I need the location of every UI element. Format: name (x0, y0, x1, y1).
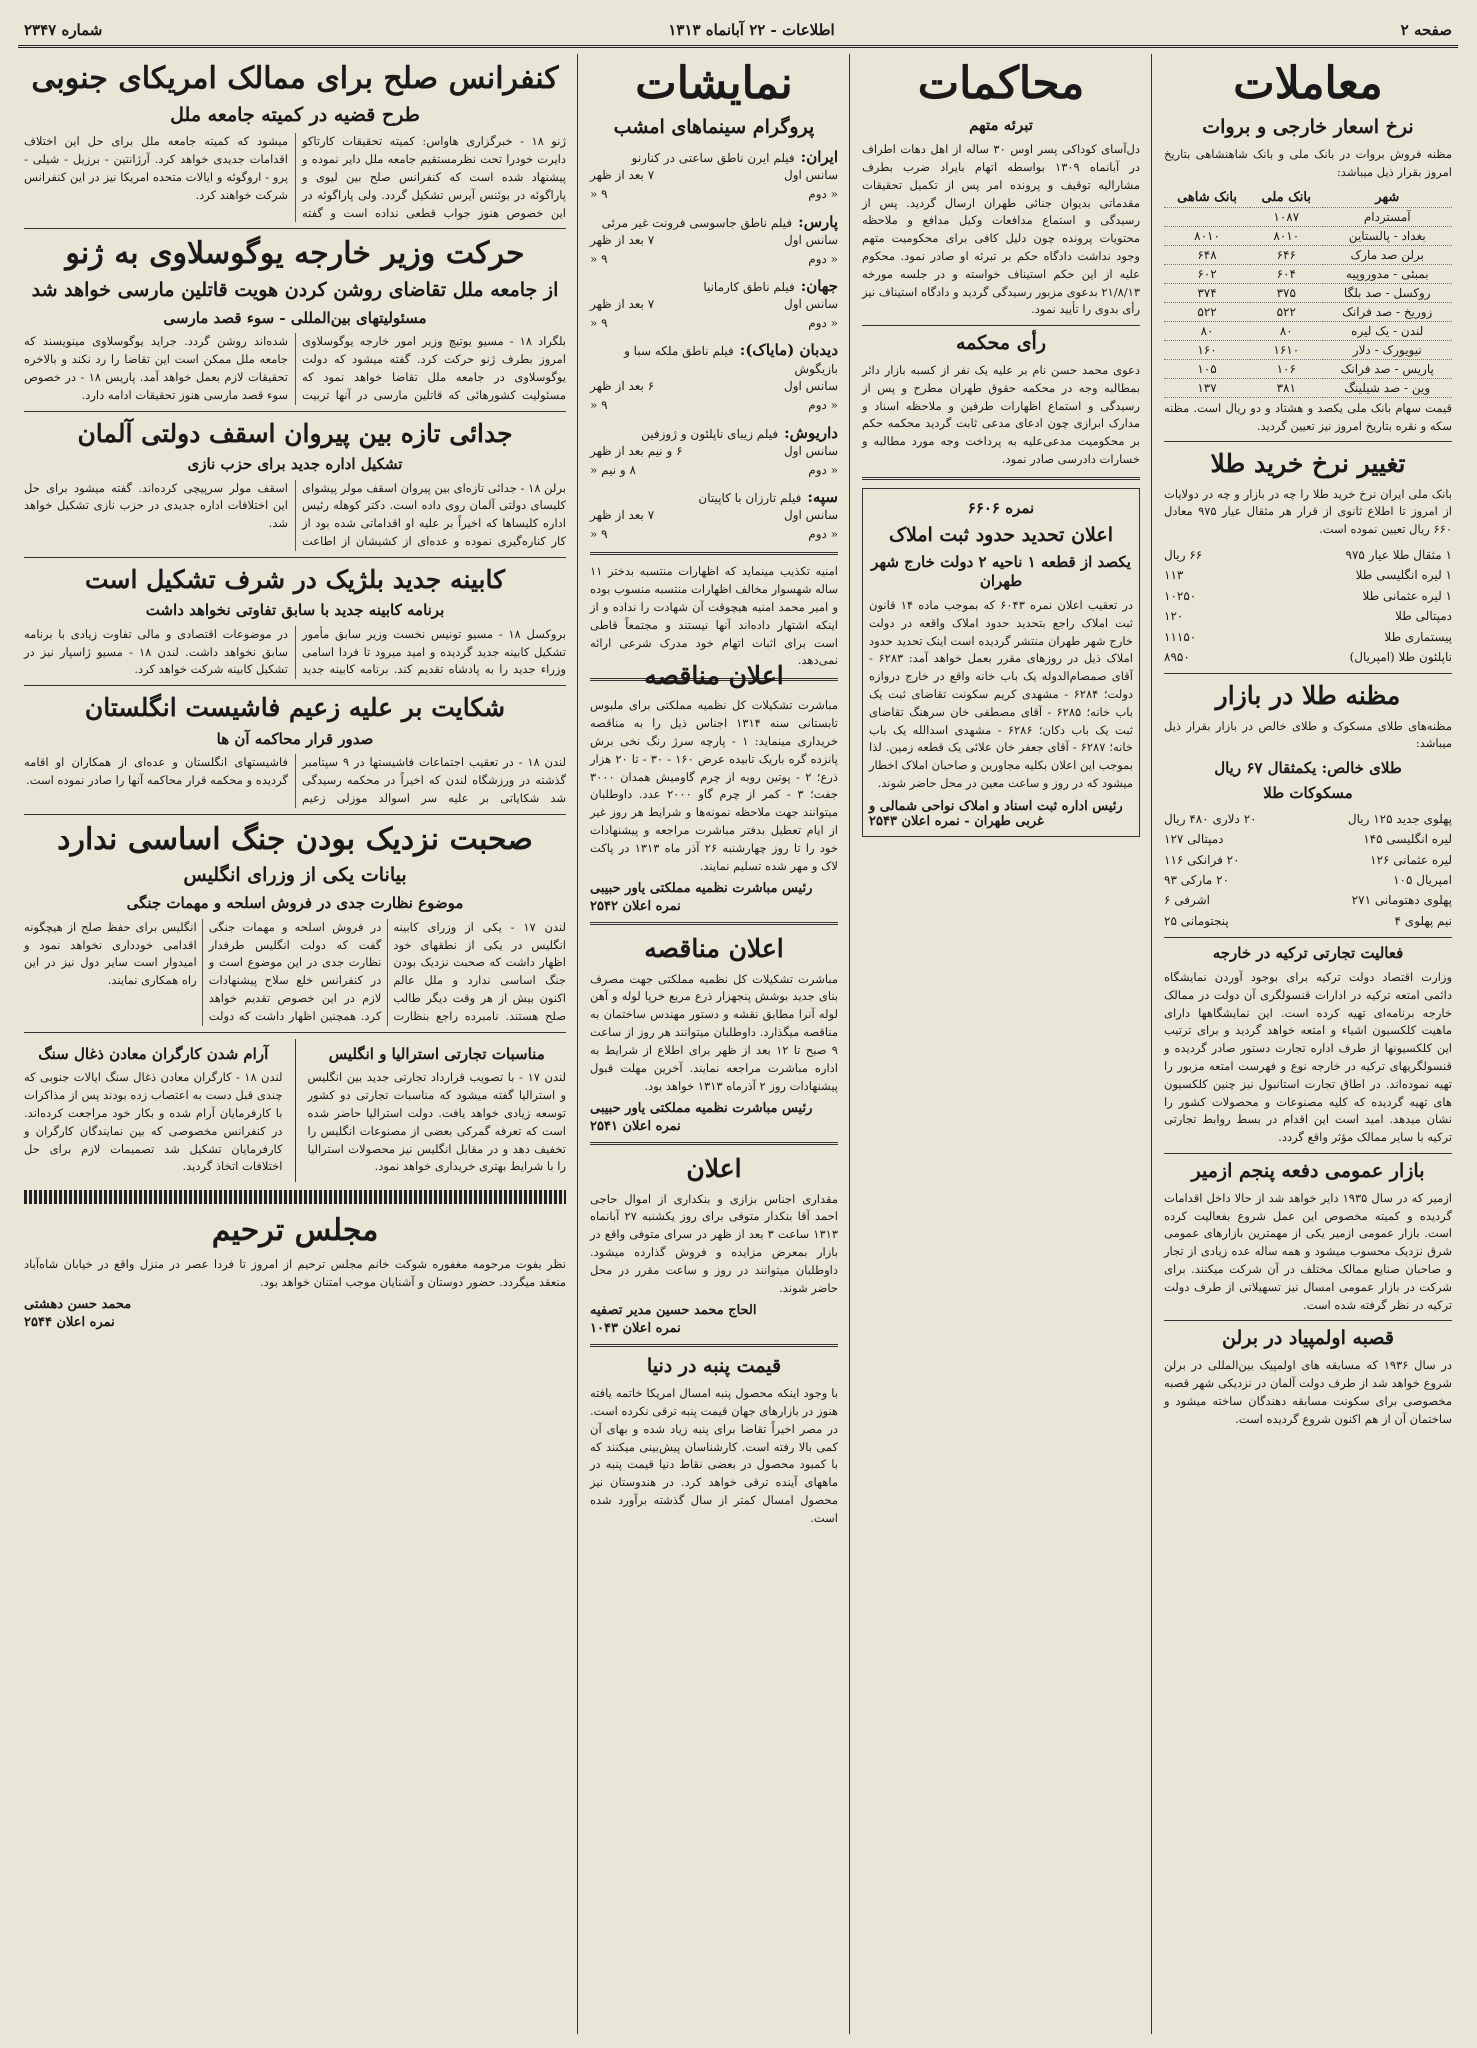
page-header (18, 14, 1458, 48)
rates-cell: لندن - یک لیره (1323, 321, 1453, 340)
rates-cell: وین - صد شیلینگ (1323, 378, 1453, 397)
ad1-body: مباشرت تشکیلات کل نظمیه مملکتی برای ملبوس تابستانی سنه ۱۳۱۴ اجناس ذیل را به مناقصه خریداری مینماید: ۱ - پارچه سرژ رنگ نخی برش پانزده گره باریک تابیده عرض ۱۶۰ - ۳۰ - تا ۲۰ هزار ذرع؛ ۲ - پوتین روبه از چرم گاومیش همدان ۳۰۰۰ جفت؛ ۳ - کمر از چرم گاو ۲۰۰۰ عدد. داوطلبان میتوانند جهت ملاحظه نمونه‌ها و شرایط هر روز غیر از ایام تعطیل بدفتر مباشرت مراجعه و پیشنهادات خود را تا روز چهارشنبه ۲۶ آذر ماه ۱۳۱۳ در پاکت لاک و مهر شده تسلیم نمایند. (590, 698, 838, 873)
showtime-row (590, 166, 838, 185)
gold-item-value: ۱ مثقال طلا عیار ۹۷۵ (1345, 548, 1452, 563)
rates-cell: ۱۰۸۷ (1250, 207, 1322, 226)
coins-title: مسکوکات طلا (1263, 784, 1353, 803)
rates-row (1164, 302, 1452, 321)
turkey-body: وزارت اقتصاد دولت ترکیه برای بوجود آوردن نمایشگاه دائمی امتعه ترکیه در ادارات قنسولگری آن دولت در ممالک خارجه برنامه‌ای تهیه کرده است. این نمایشگاهها دارای ماهیت کلکسیون اشیاء و امتعه خواهد گردید و برای ترتیب این کلکسیونها از طرف اداره تجارت دستور صادر گردیده و قنسولگریهای ترکیه در خارجه نوع و فهرست امتعه مزبور را تهیه نموده‌اند. در اطاق تجارت استانبول نیز چنین کلکسیون های تهیه گردیده که کلیه مصنوعات و محصولات کشور را نشان میدهد. امید است این اقدام در بسط روابط تجارتی ترکیه با سایر ممالک مؤثر واقع گردد. (1164, 969, 1452, 1145)
coin-item (1164, 870, 1452, 890)
rates-cell: پاریس - صد فرانک (1323, 359, 1453, 378)
rates-cell: ۱۶۱۰ (1250, 340, 1322, 359)
coin-item-value: اشرفی ۶ (1164, 893, 1211, 908)
memorial-title: مجلس ترحیم (211, 1213, 379, 1249)
h2-subtitle2: مسئولیتهای بین‌المللی - سوء قصد مارسی (163, 308, 427, 327)
program-title: پروگرام سینماهای امشب (613, 116, 815, 139)
cinema-title: جهان: (800, 276, 838, 295)
h7-title: مناسبات تجارتی استرالیا و انگلیس (328, 1044, 545, 1063)
gold-title: تغییر نرخ خرید طلا (1210, 449, 1406, 479)
cinema-name (590, 424, 838, 442)
section-title-trade: معاملات (1233, 58, 1383, 109)
coin-item (1164, 829, 1452, 849)
rates-cell: ۵۲۲ (1164, 302, 1250, 321)
h6-title: صحبت نزدیک بودن جنگ اساسی ندارد (57, 821, 533, 857)
showtime-row (590, 377, 838, 396)
rates-cell: ۸۰۱۰ (1250, 226, 1322, 245)
gold-item (1164, 606, 1452, 626)
gold-item-value: ۱۱۳ (1164, 568, 1184, 583)
rates-row (1164, 226, 1452, 245)
gold-item-value: ناپلئون طلا (امپریال) (1349, 650, 1452, 665)
rates-cell: ۶۰۴ (1250, 264, 1322, 283)
showtime-row (590, 295, 838, 314)
issue-number: شماره ۲۳۴۷ (24, 20, 103, 39)
h3-body: برلن ۱۸ - جدائی تازه‌ای بین پیروان اسقف مولر پیشوای کلیسای دولتی آلمان روی داده است. دکتر کوهله رئیس اداره کلیساها که اخیراً بر علیه او اقداماتی شده بود از کار کناره‌گیری نموده و عده‌ای از کشیشان از اطاعت اسقف مولر سرپیچی کرده‌اند. گفته میشود برای حل این اختلافات اداره جدیدی در حزب نازی تشکیل خواهد شد. (24, 480, 566, 548)
showtime-row (590, 461, 838, 480)
h8-body: لندن ۱۸ - کارگران معادن ذغال سنگ ایالات جنوبی که چندی قبل دست به اعتصاب زده بودند پس از مذاکرات با کارفرمایان آرام شده و بکار خود مراجعت کرده‌اند. در کنفرانس مخصوصی که بین نمایندگان کارگران و کارفرمایان تشکیل شد تصمیمات لازم برای حل اختلافات اتخاذ گردید. (24, 1070, 283, 1174)
cinema-title: سپه: (807, 488, 838, 507)
showtime-value: سانس اول (783, 379, 838, 394)
showtime-row (590, 314, 838, 333)
h5-body: لندن ۱۸ - در تعقیب اجتماعات فاشیستها در ۹ سپتامبر گذشته در ورزشگاه لندن که اخیراً در محکمه رسیدگی شد شکایاتی بر علیه سر اسوالد موزلی زعیم فاشیستهای انگلستان و عده‌ای از همکاران او اقامه گردیده و محکمه قرار محاکمه آنها را صادر نموده است. (24, 755, 566, 805)
showtime-row (590, 506, 838, 525)
h2-subtitle: از جامعه ملل تقاضای روشن کردن هویت قاتلین مارسی خواهد شد (31, 278, 559, 301)
rates-cell: زوریخ - صد فرانک (1323, 302, 1453, 321)
rates-cell: نیویورک - دلار (1323, 340, 1453, 359)
cinema-name (590, 277, 838, 295)
cinema-film: فیلم تارزان با کاپیتان (698, 491, 802, 506)
rates-cell: بغداد - پالستاین (1323, 226, 1453, 245)
case2-title: رأی محکمه (955, 332, 1047, 355)
rates-cell: آمستردام (1323, 207, 1453, 226)
ad1-title: اعلان مناقصه (644, 661, 784, 690)
rates-cell: روکسل - صد بلگا (1323, 283, 1453, 302)
coin-item-value: دمپتالی ۱۲۷ (1164, 832, 1224, 847)
pure-gold: طلای خالص: یکمثقال ۶۷ ریال (1214, 759, 1402, 778)
memorial-number: نمره اعلان ۲۵۴۴ (24, 1315, 115, 1331)
showtime-value: ۹ « (590, 316, 608, 331)
h6-subtitle: بیانات یکی از وزرای انگلیس (183, 864, 407, 887)
cinema-name (590, 488, 838, 506)
cotton-price-body: با وجود اینکه محصول پنبه امسال امریکا خاتمه یافته هنوز در بازارهای جهان قیمت پنبه ترقی نکرده است. در مصر اخیراً تقاضا برای پنبه زیاد شده و بهای آن کمی بالا رفته است. کارشناسان پیش‌بینی میکنند که با کمبود محصول در بعضی نقاط دنیا قیمت پنبه در ماههای آینده ترقی خواهد کرد. در هندوستان نیز محصول امسال کمتر از سال گذشته برآورد شده است. (590, 1386, 838, 1525)
rates-cell: برلن صد مارک (1323, 245, 1453, 264)
gold-price-list (1164, 545, 1452, 667)
gold-item-value: ۱۰۲۵۰ (1164, 588, 1197, 603)
rates-cell: ۸۰ (1250, 321, 1322, 340)
rates-cell: ۶۴۸ (1164, 245, 1250, 264)
h2-title: حرکت وزیر خارجه یوگوسلاوی به ژنو (65, 236, 525, 272)
showtime-value: سانس اول (783, 443, 838, 458)
showtime-value: « دوم (808, 251, 838, 266)
rates-row (1164, 359, 1452, 378)
ads-block (584, 654, 844, 2034)
gold-item (1164, 627, 1452, 647)
turkey-title: فعالیت تجارتی ترکیه در خارجه (1212, 944, 1404, 963)
showtime-value: ۷ بعد از ظهر (590, 296, 655, 311)
gold-item-value: دمپتالی طلا (1395, 609, 1452, 624)
rates-cell: ۳۷۵ (1250, 283, 1322, 302)
coin-item (1164, 890, 1452, 910)
olympic-body: در سال ۱۹۳۶ که مسابقه های اولمپیک بین‌المللی در برلن شروع خواهد شد از طرف دولت آلمان در نزدیکی شهر قصبه مخصوصی برای سکونت مسابقه دهندگان ساخته میشود و ساختمان آن از هم اکنون شروع گردیده است. (1164, 1358, 1452, 1426)
coin-item (1164, 850, 1452, 870)
page-number: صفحه ۲ (1400, 20, 1452, 39)
showtime-value: سانس اول (783, 232, 838, 247)
cotton-price-title: قیمت پنبه در دنیا (646, 1355, 782, 1378)
showtime-row (590, 185, 838, 204)
notice-body: در تعقیب اعلان نمره ۶۰۴۳ که بموجب ماده ۱۴ قانون ثبت املاک راجع بتحدید حدود املاک واقعه در دولت خارج شهر طهران منتشر گردیده است اینک تحدید حدود املاک ذیل در روزهای مقرر بعمل خواهد آمد: ۶۲۸۳ - آقای صمصام‌الدوله یک باب خانه واقع در خارج دروازه دولت؛ ۶۲۸۴ - مشهدی کریم سکونت تقاضای ثبت یک باب خانه؛ ۶۲۸۵ - آقای مصطفی خان سرهنگ تقاضای ثبت یک باب دکان؛ ۶۲۸۶ - مشهدی اسدالله یک باب خانه؛ ۶۲۸۷ - آقای جعفر خان علائی یک قطعه زمین. لذا بموجب این اعلان بکلیه مجاورین و صاحبان املاک اخطار میشود که در روز و ساعت معین در محل حاضر شوند. (869, 597, 1134, 791)
showtime-value: سانس اول (783, 296, 838, 311)
column-trade (1158, 54, 1458, 2034)
ad1-signature: رئیس مباشرت نظمیه مملکتی یاور حبیبی (590, 881, 813, 897)
h3-subtitle: تشکیل اداره جدید برای حزب نازی (187, 454, 403, 473)
showtime-row (590, 250, 838, 269)
h3-title: جدائی تازه بین پیروان اسقف دولتی آلمان (77, 418, 513, 448)
showtime-row (590, 231, 838, 250)
cinema-entry (590, 488, 838, 544)
showtime-row (590, 396, 838, 415)
ad2-body: مباشرت تشکیلات کل نظمیه مملکتی جهت مصرف بنای جدید بوشش پنجهزار ذرع مربع خرپا لوله و آهن لوله آنرا مطابق نقشه و دستور مهندس ساختمان به مناقصه میگذارد. داوطلبان میتوانند هر روز از ساعت ۹ صبح تا ۱۲ بعد از ظهر برای اطلاع از شرایط به اداره مباشرت مراجعه نمایند. آخرین مهلت قبول پیشنهادات روز ۲ آذرماه ۱۳۱۳ خواهد بود. (590, 971, 838, 1093)
gold-item-value: ۸۹۵۰ (1164, 650, 1190, 665)
cinema-title: پارس: (798, 212, 838, 231)
notice-number: نمره ۶۶۰۶ (967, 498, 1035, 517)
ad2-signature: رئیس مباشرت نظمیه مملکتی یاور حبیبی (590, 1101, 813, 1117)
cinema-entry (590, 277, 838, 333)
gold-intro: بانک ملی ایران نرخ خرید طلا را چه در بازار و چه در دولایات از امروز تا اطلاع ثانوی از قرار هر مثقال عیار ۹۷۵ معادل ۶۶۰ ریال تعیین نموده است. (1164, 486, 1453, 537)
gold-item (1164, 586, 1452, 606)
newspaper-page (18, 14, 1458, 2034)
coin-item (1164, 809, 1452, 829)
rates-cell: بمبئی - مدوروپیه (1323, 264, 1453, 283)
gold-item (1164, 647, 1452, 667)
notice-subtitle: یکصد از قطعه ۱ ناحیه ۲ دولت خارج شهر طهران (871, 553, 1131, 591)
h4-body: بروکسل ۱۸ - مسیو تونیس نخست وزیر سابق مأمور تشکیل کابینه جدید گردیده و امید میرود تا فردا اسامی وزراء جدید را به پادشاه تقدیم کند. برنامه کابینه جدید در موضوعات اقتصادی و مالی تفاوت زیادی با برنامه سابق نخواهد داشت. لندن ۱۸ - مسیو ژاسپار نیز در تشکیل کابینه شرکت خواهد کرد. (24, 626, 567, 677)
h1-subtitle: طرح قضیه در کمیته جامعه ملل (170, 103, 420, 126)
rates-row (1164, 207, 1452, 226)
showtime-value: « دوم (808, 527, 838, 542)
coin-item-value: امپریال ۱۰۵ (1393, 872, 1452, 887)
cinema-name (590, 213, 838, 231)
gold-item-value: ۶۶ ریال (1164, 548, 1203, 563)
section-title-courts: محاکمات (917, 58, 1085, 109)
cinema-name (590, 341, 838, 377)
showtime-value: « دوم (808, 462, 838, 477)
showtime-row (590, 442, 838, 461)
column-rule (1151, 54, 1152, 2034)
h5-title: شکایت بر علیه زعیم فاشیست انگلستان (84, 693, 506, 723)
rates-table (1164, 188, 1452, 398)
h7-body: لندن ۱۷ - با تصویب قرارداد تجارتی جدید بین انگلیس و استرالیا گفته میشود که مناسبات تجارتی دو کشور توسعه زیادی خواهد یافت. دولت استرالیا حاضر شده است که تعرفه گمرکی بعضی از مصنوعات انگلیس را تخفیف دهد و در مقابل انگلیس نیز محصولات استرالیا را با شرایط بهتری خریداری خواهد نمود. (307, 1070, 566, 1174)
h6-body: لندن ۱۷ - یکی از وزرای کابینه انگلیس در یکی از نطقهای خود اظهار داشت که صحبت نزدیک بودن جنگ اساسی ندارد و ملل عالم اکنون بیش از هر وقت دیگر طالب صلح هستند. نامبرده راجع بنظارت در فروش اسلحه و مهمات جنگی گفت که دولت انگلیس طرفدار نظارت جدی در این موضوع است و در کنفرانس خلع سلاح پیشنهادات لازم در این خصوص تقدیم خواهد کرد. همچنین اظهار داشت که دولت انگلیس برای حفظ صلح از هیچگونه اقدامی خودداری نخواهد نمود و امیدوار است سایر دول نیز در این راه همکاری نمایند. (24, 919, 566, 1023)
gold-item-value: پیستماری طلا (1384, 629, 1452, 644)
rates-cell: ۱۶۰ (1164, 340, 1250, 359)
gold-item (1164, 565, 1452, 585)
coin-item-value: ۲۰ فرانکی ۱۱۶ (1164, 852, 1240, 867)
ad3-body: مقداری اجناس بزازی و بنکداری از اموال حاجی احمد آقا بنکدار متوفی برای روز یکشنبه ۲۷ آبانماه ۱۳۱۳ ساعت ۳ بعد از ظهر در سرای متوفی واقع در بازار بمعرض مزایده و فروش گذارده میشود. داوطلبان میتوانند در روز و ساعت مقرر در محل حاضر شوند. (590, 1191, 839, 1295)
coin-item-value: پنجتومانی ۲۵ (1164, 913, 1229, 928)
rates-cell: ۳۸۱ (1250, 378, 1322, 397)
market-intro: مظنه‌های طلای مسکوک و طلای خالص در بازار بقرار ذیل میباشد: (1164, 718, 1452, 751)
issue-date: اطلاعات - ۲۲ آبانماه ۱۳۱۳ (668, 20, 835, 39)
notice-title: اعلان تحدید حدود ثبت املاک (889, 523, 1113, 546)
rates-cell: ۶۰۲ (1164, 264, 1250, 283)
cinema-entry (590, 424, 838, 480)
cinema-title: داریوش: (784, 423, 838, 442)
column-international (18, 54, 572, 2034)
h4-subtitle: برنامه کابینه جدید با سابق تفاوتی نخواهد داشت (145, 601, 445, 620)
ad3-title: اعلان (686, 1154, 742, 1184)
showtime-value: ۷ بعد از ظهر (590, 508, 655, 523)
column-rule (849, 54, 850, 2034)
cinema-entry (590, 341, 838, 415)
h2-body: بلگراد ۱۸ - مسیو یوتیچ وزیر امور خارجه یوگوسلاوی امروز بطرف ژنو حرکت کرد. گفته میشود که دولت یوگوسلاوی در جامعه ملل تقاضا خواهد نمود که مسئولیت کشورهائی که قاتلین مارسی در آنها تربیت شده‌اند روشن گردد. جراید یوگوسلاوی مینویسند که جامعه ملل ممکن است این تقاضا را رد نکند و بالاخره تحقیقات لازم بعمل خواهد آمد. پاریس ۱۸ - در خصوص سوء قصد مارسی هنوز تحقیقات ادامه دارد. (24, 334, 567, 402)
h5-subtitle: صدور قرار محاکمه آن ها (216, 729, 374, 748)
rates-title: نرخ اسعار خارجی و بروات (1202, 116, 1414, 139)
column-courts (856, 54, 1146, 2034)
coin-item (1164, 911, 1452, 931)
ad1-number: نمره اعلان ۲۵۴۲ (590, 899, 681, 915)
showtime-row (590, 525, 838, 544)
rates-row (1164, 245, 1452, 264)
cinema-entry (590, 148, 838, 204)
rates-cell: ۱۳۷ (1164, 378, 1250, 397)
showtime-value: ۹ « (590, 251, 608, 266)
rates-cell: ۸۰ (1164, 321, 1250, 340)
coin-item-value: لیره انگلیسی ۱۴۵ (1363, 832, 1452, 847)
showtime-value: سانس اول (783, 508, 838, 523)
case1-title: تبرئه متهم (969, 116, 1033, 135)
cinema-film: فیلم ناطق ملکه سبا و بازیگوش (624, 344, 838, 377)
denial-body: امنیه تکذیب مینماید که اظهارات منتسبه بدختر ۱۱ ساله شهسوار مخالف اظهارات منتسبه منسوب بوده و امیر محمد امنیه هیچوقت آن شهادت را نداده و از اینکه اشتهار داده‌اند آنها نیستند و مجتمعاً قاطی است برای اثبات اتهام خود مدرک شرعی ارائه نمی‌دهد. (590, 564, 838, 668)
cinema-film: فیلم زیبای ناپلئون و ژوزفین (641, 426, 779, 441)
rates-note: قیمت سهام بانک ملی یکصد و هشتاد و دو ریال است. مظنه سکه و نقره بتاریخ امروز نیز تعیین گردید. (1164, 400, 1452, 433)
case2-body: دعوی محمد حسن نام بر علیه یک نفر از کسبه بازار دائر بمطالبه وجه در محکمه حقوق طهران مطرح و پس از رسیدگی و استماع اظهارات طرفین و ملاحظه اسناد و مدارک ابرازی چون ادعای مدعی ثابت گردید محکمه حکم بر محکومیت مدعی‌علیه به پرداخت وجه مورد مطالبه و خسارات دادرسی صادر نمود. (862, 363, 1140, 467)
gold-item (1164, 545, 1452, 565)
registry-notice (862, 488, 1140, 837)
gold-item-value: ۱۱۱۵۰ (1164, 629, 1197, 644)
column-rule (577, 54, 578, 2034)
gold-item-value: ۱ لیره عثمانی طلا (1362, 588, 1452, 603)
rates-row (1164, 378, 1452, 397)
rates-cell: ۸۰۱۰ (1164, 226, 1250, 245)
cinema-name (590, 148, 838, 166)
showtime-value: ۹ « (590, 527, 608, 542)
h1-title: کنفرانس صلح برای ممالک امریکای جنوبی (31, 61, 559, 96)
rates-header-melli: بانک ملی (1250, 188, 1322, 208)
showtime-value: ۹ « (590, 187, 608, 202)
h1-body: ژنو ۱۸ - خبرگزاری هاواس: کمیته تحقیقات کارتاکو دایرت خودرا تحت نظرمستقیم جامعه ملل دایر نموده و پیشنهاد شده است که کنفرانس صلح بین لیوی و پاراگوئه در بوئنس آیرس تشکیل گردد. ولی پاراگوئه در این خصوص هنوز جواب قطعی نداده است و گفته میشود که کمیته جامعه ملل برای حل این اختلاف اقدامات جدیدی خواهد کرد. آرژانتین - برزیل - شیلی - پرو - اروگوئه و ایالات متحده امریکا نیز در این کنفرانس شرکت خواهند کرد. (24, 134, 566, 220)
rates-intro: مظنه فروش بروات در بانک ملی و بانک شاهنشاهی بتاریخ امروز بقرار ذیل میباشد: (1164, 147, 1452, 179)
rates-row (1164, 321, 1452, 340)
coin-item-value: ۲۰ مارکی ۹۳ (1164, 872, 1230, 887)
memorial-body: نظر بفوت مرحومه مغفوره شوکت خانم مجلس ترحیم از امروز تا فردا عصر در منزل واقع در خیابان شاه‌آباد منعقد میگردد. حضور دوستان و آشنایان موجب امتنان خواهد بود. (24, 1256, 566, 1289)
rates-row (1164, 264, 1452, 283)
gold-item-value: ۱ لیره انگلیسی طلا (1355, 568, 1452, 583)
market-title: مظنه طلا در بازار (1215, 681, 1401, 711)
rates-cell: ۱۰۵ (1164, 359, 1250, 378)
cinema-film: فیلم ناطق کارمانیا (703, 279, 795, 294)
showtime-value: ۶ و نیم بعد از ظهر (590, 443, 683, 458)
cinema-film: فیلم ایرن ناطق ساعتی در کنارنو (631, 151, 795, 166)
coin-item-value: پهلوی دهتومانی ۲۷۱ (1351, 893, 1452, 908)
rates-cell: ۶۴۶ (1250, 245, 1322, 264)
cinema-film: فیلم ناطق جاسوسی فرونت غیر مرئی (601, 215, 793, 230)
gold-item-value: ۱۲۰ (1164, 609, 1184, 624)
coin-item-value: پهلوی جدید ۱۲۵ ریال (1347, 811, 1452, 826)
showtime-value: سانس اول (783, 168, 838, 183)
memorial-signature: محمد حسن دهشتی (24, 1297, 132, 1313)
ad3-number: نمره اعلان ۱۰۴۳ (590, 1321, 681, 1337)
h8-title: آرام شدن کارگران معادن ذغال سنگ (38, 1044, 269, 1063)
showtime-value: « دوم (808, 316, 838, 331)
showtime-value: ۷ بعد از ظهر (590, 168, 655, 183)
showtime-value: ۶ بعد از ظهر (590, 379, 655, 394)
coin-price-list (1164, 809, 1452, 931)
rates-row (1164, 283, 1452, 302)
cinema-title: ایران: (800, 148, 838, 167)
showtime-value: ۸ و نیم « (590, 462, 636, 477)
h4-title: کابینه جدید بلژیک در شرف تشکیل است (84, 564, 506, 594)
ad2-number: نمره اعلان ۲۵۴۱ (590, 1119, 681, 1135)
ad2-title: اعلان مناقصه (644, 934, 784, 964)
rates-cell: ۱۰۶ (1250, 359, 1322, 378)
coin-item-value: ۲۰ دلاری ۴۸۰ ریال (1164, 811, 1257, 826)
showtime-value: ۹ « (590, 398, 608, 413)
divider-stripe (24, 1190, 566, 1204)
izmir-title: بازار عمومی دفعه پنجم ازمیر (1191, 1160, 1425, 1183)
coin-item-value: لیره عثمانی ۱۲۶ (1370, 852, 1452, 867)
ad3-signature: الحاج محمد حسین مدیر تصفیه (590, 1303, 757, 1319)
rates-header-city: شهر (1323, 188, 1453, 208)
showtime-value: « دوم (808, 398, 838, 413)
olympic-title: قصبه اولمپیاد در برلن (1222, 1327, 1394, 1350)
rates-header-shahi: بانک شاهی (1164, 188, 1250, 208)
showtime-value: « دوم (808, 187, 838, 202)
cinema-entry (590, 213, 838, 269)
rates-cell: ۳۷۴ (1164, 283, 1250, 302)
rates-cell: ۵۲۲ (1250, 302, 1322, 321)
notice-signature: رئیس اداره ثبت اسناد و املاک نواحی شمالی و غربی طهران - نمره اعلان ۲۵۴۳ (869, 798, 1123, 829)
showtime-value: ۷ بعد از ظهر (590, 232, 655, 247)
h6-subtitle2: موضوع نظارت جدی در فروش اسلحه و مهمات جنگی (126, 893, 464, 912)
cinema-title: دیدبان (مایاک): (739, 341, 838, 360)
case1-body: دل‌آسای کوداکی پسر اوس ۳۰ ساله از اهل دهات اطراف در آبانماه ۱۳۰۹ بواسطه اتهام بایراد ضرب بطرف مشارالیه توقیف و پرونده امر پس از تکمیل تحقیقات مقدماتی بدیوان جنائی طهران ارسال گردید. پس از رسیدگی و استماع مدافعات وکیل مدافع و ملاحظه محتویات پرونده چون دلیل کافی برای محکومیت متهم وجود نداشت دادگاه حکم بر تبرئه او صادر نمود. محکوم علیه از این حکم استیناف خواسته و در جلسه مورخه ۲۱/۸/۱۳ بدعوی مزبور رسیدگی گردید و دادگاه استیناف نیز رأی بدوی را تأیید نمود. (862, 142, 1140, 317)
cinema-program (590, 148, 838, 544)
section-title-shows: نمایشات (635, 58, 793, 109)
izmir-body: ازمیر که در سال ۱۹۳۵ دایر خواهد شد از حالا داخل اقدامات گردیده و کمیته مخصوص این عمل شروع بفعالیت کرده است. بازار عمومی ازمیر یکی از مهمترین بازارهای عمومی شرق نزدیک محسوب میشود و همه ساله عده زیادی از تجار و صاحبان صنایع ممالک مختلف در آن شرکت میکنند. برای شرکت در بازار عمومی امسال نیز تسهیلاتی از طرف دولت ترکیه در نظر گرفته شده است. (1164, 1190, 1453, 1312)
rates-cell (1164, 207, 1250, 226)
coin-item-value: نیم پهلوی ۴ (1394, 913, 1452, 928)
rates-row (1164, 340, 1452, 359)
